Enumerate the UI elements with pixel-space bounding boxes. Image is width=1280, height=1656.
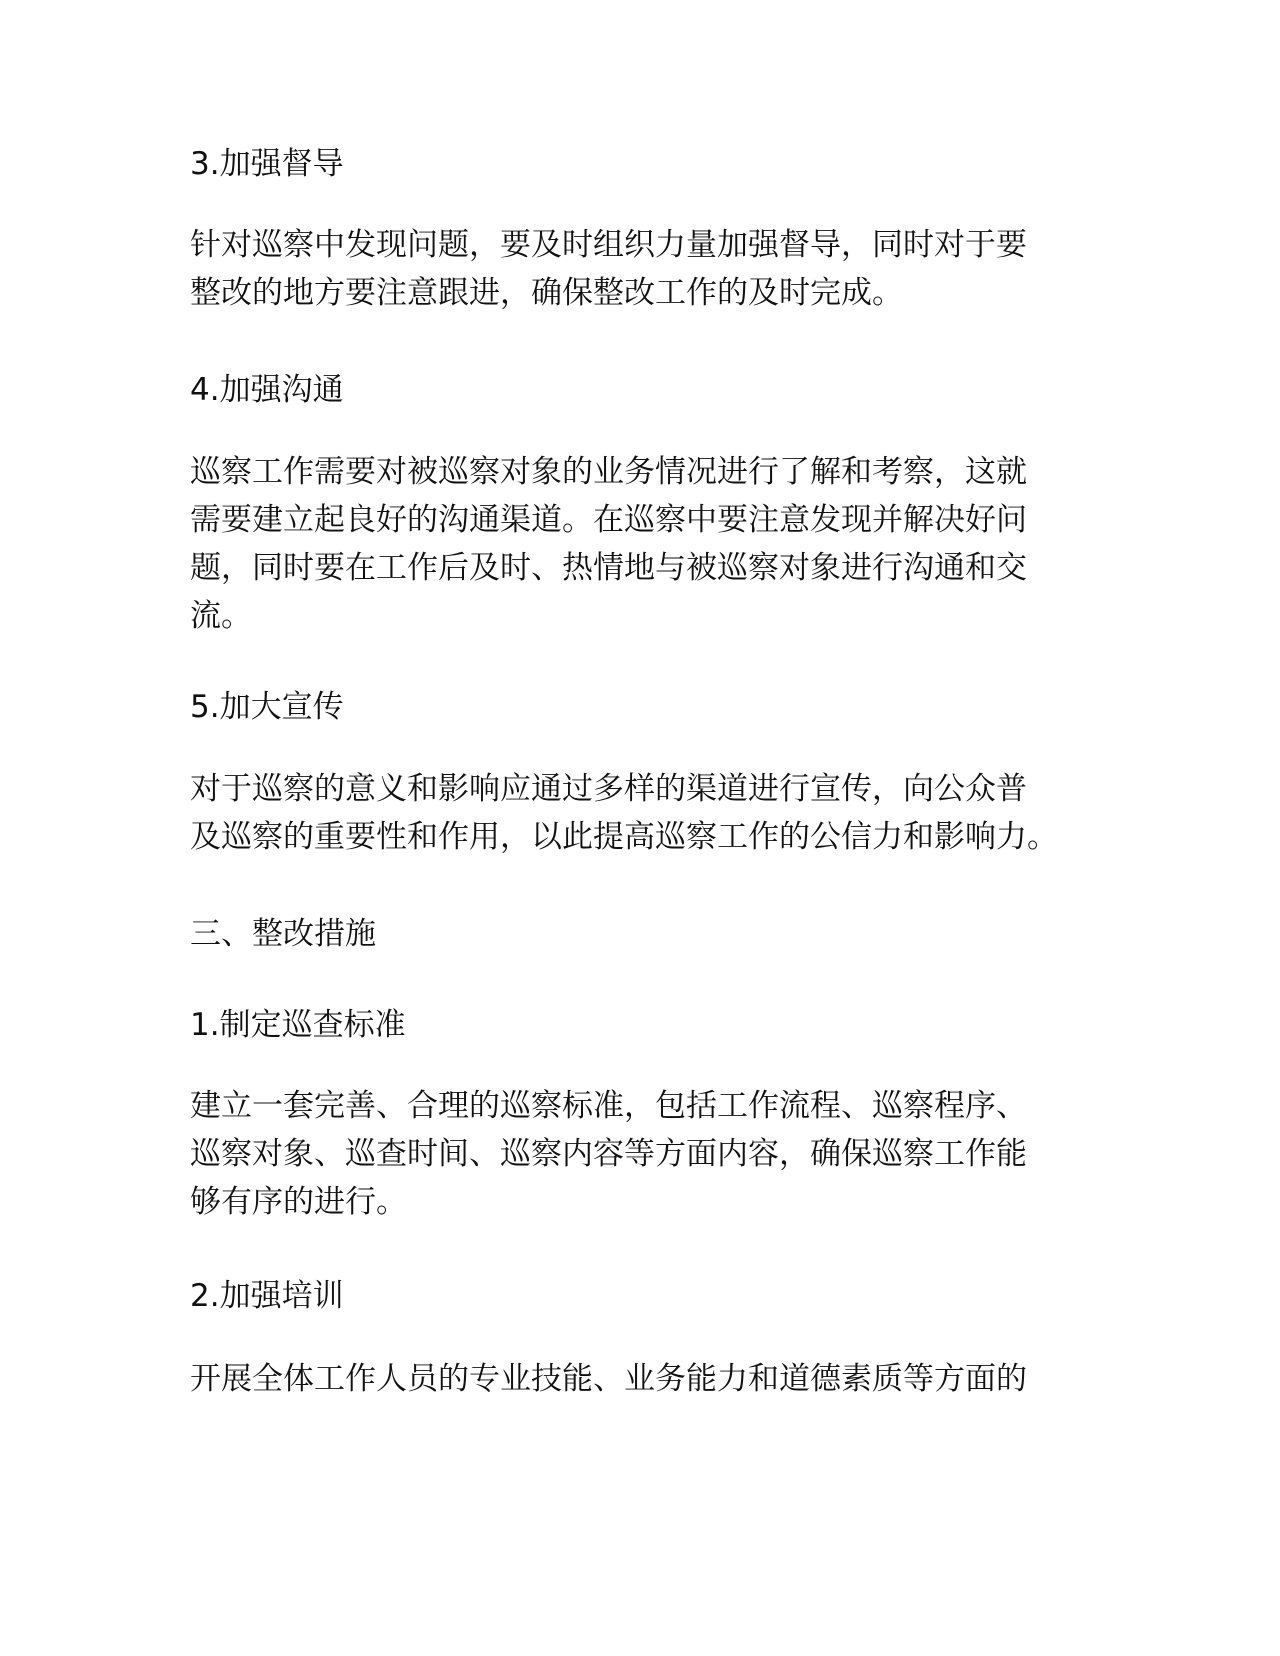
paragraph-supervision [190, 221, 1090, 317]
heading-set-inspection-standards [190, 1001, 1090, 1049]
section-heading-rectification-measures [190, 910, 1090, 958]
text-line: 1.制定巡查标准 [190, 1007, 406, 1043]
text-line: 2.加强培训 [190, 1278, 344, 1314]
heading-strengthen-communication [190, 366, 1090, 414]
paragraph-communication [190, 448, 1090, 640]
text-line: 建立一套完善、合理的巡察标准，包括工作流程、巡察程序、 [190, 1088, 1027, 1124]
text-line: 流。 [190, 598, 252, 634]
text-line: 4.加强沟通 [190, 372, 344, 408]
text-line: 需要建立起良好的沟通渠道。在巡察中要注意发现并解决好问 [190, 502, 1027, 538]
text-line: 三、整改措施 [190, 916, 376, 952]
text-line: 3.加强督导 [190, 146, 344, 182]
text-line: 巡察工作需要对被巡察对象的业务情况进行了解和考察，这就 [190, 454, 1027, 490]
text-line: 巡察对象、巡查时间、巡察内容等方面内容，确保巡察工作能 [190, 1136, 1027, 1172]
heading-strengthen-training [190, 1272, 1090, 1320]
text-line: 5.加大宣传 [190, 689, 344, 725]
paragraph-standards [190, 1082, 1090, 1226]
text-line: 题，同时要在工作后及时、热情地与被巡察对象进行沟通和交 [190, 550, 1027, 586]
paragraph-training [190, 1355, 1090, 1403]
paragraph-publicity [190, 765, 1090, 861]
text-line: 开展全体工作人员的专业技能、业务能力和道德素质等方面的 [190, 1361, 1027, 1397]
text-line: 及巡察的重要性和作用，以此提高巡察工作的公信力和影响力。 [190, 819, 1058, 855]
heading-increase-publicity [190, 683, 1090, 731]
heading-strengthen-supervision [190, 140, 1090, 188]
text-line: 整改的地方要注意跟进，确保整改工作的及时完成。 [190, 275, 903, 311]
text-line: 够有序的进行。 [190, 1184, 407, 1220]
text-line: 对于巡察的意义和影响应通过多样的渠道进行宣传，向公众普 [190, 771, 1027, 807]
text-line: 针对巡察中发现问题，要及时组织力量加强督导，同时对于要 [190, 227, 1027, 263]
